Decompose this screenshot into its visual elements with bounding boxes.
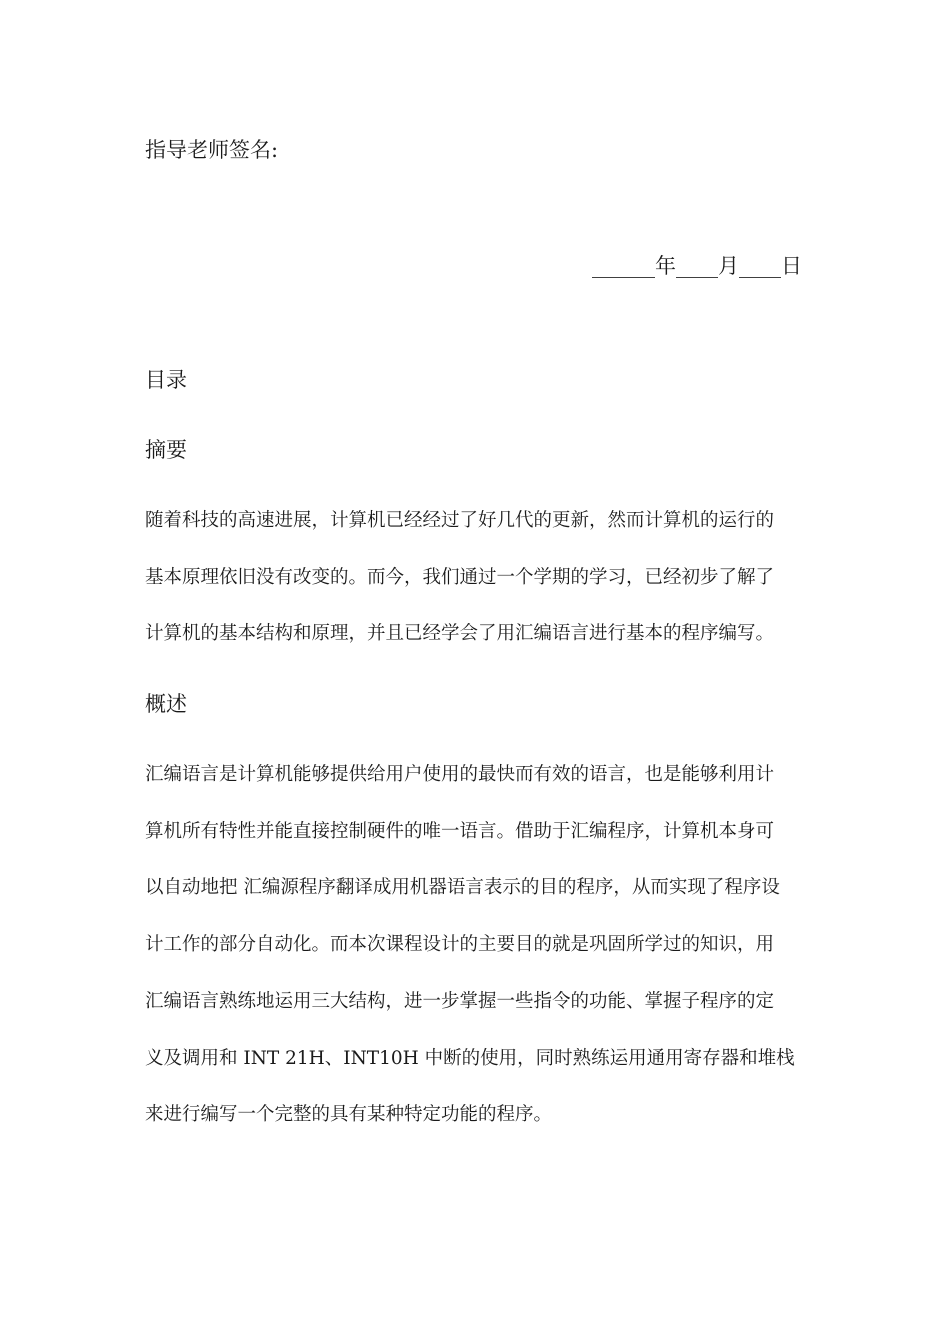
abstract-line: 基本原理依旧没有改变的。而今，我们通过一个学期的学习，已经初步了解了 (145, 566, 775, 588)
overview-line: 计工作的部分自动化。而本次课程设计的主要目的就是巩固所学过的知识，用 (145, 934, 775, 956)
overview-paragraph (145, 747, 805, 1144)
overview-line: 汇编语言熟练地运用三大结构，进一步掌握一些指令的功能、掌握子程序的定 (145, 990, 775, 1012)
overview-line: 义及调用和 INT 21H、INT10H 中断的使用，同时熟练运用通用寄存器和堆栈 (145, 1047, 795, 1069)
abstract-line: 计算机的基本结构和原理，并且已经学会了用汇编语言进行基本的程序编写。 (145, 623, 775, 645)
overview-line: 汇编语言是计算机能够提供给用户使用的最快而有效的语言，也是能够利用计 (145, 764, 775, 785)
abstract-line: 随着科技的高速进展，计算机已经经过了好几代的更新，然而计算机的运行的 (145, 510, 775, 531)
abstract-heading: 摘要 (145, 438, 187, 462)
advisor-signature-label: 指导老师签名: (145, 138, 279, 162)
overview-line: 算机所有特性并能直接控制硬件的唯一语言。借助于汇编程序，计算机本身可 (145, 820, 775, 842)
abstract-paragraph (145, 493, 805, 663)
toc-title: 目录 (145, 368, 187, 392)
date-line: ______年____月____日 (592, 254, 802, 278)
overview-line: 以自动地把 汇编源程序翻译成用机器语言表示的目的程序，从而实现了程序设 (145, 877, 780, 899)
overview-line: 来进行编写一个完整的具有某种特定功能的程序。 (145, 1104, 553, 1126)
overview-heading: 概述 (145, 692, 187, 716)
